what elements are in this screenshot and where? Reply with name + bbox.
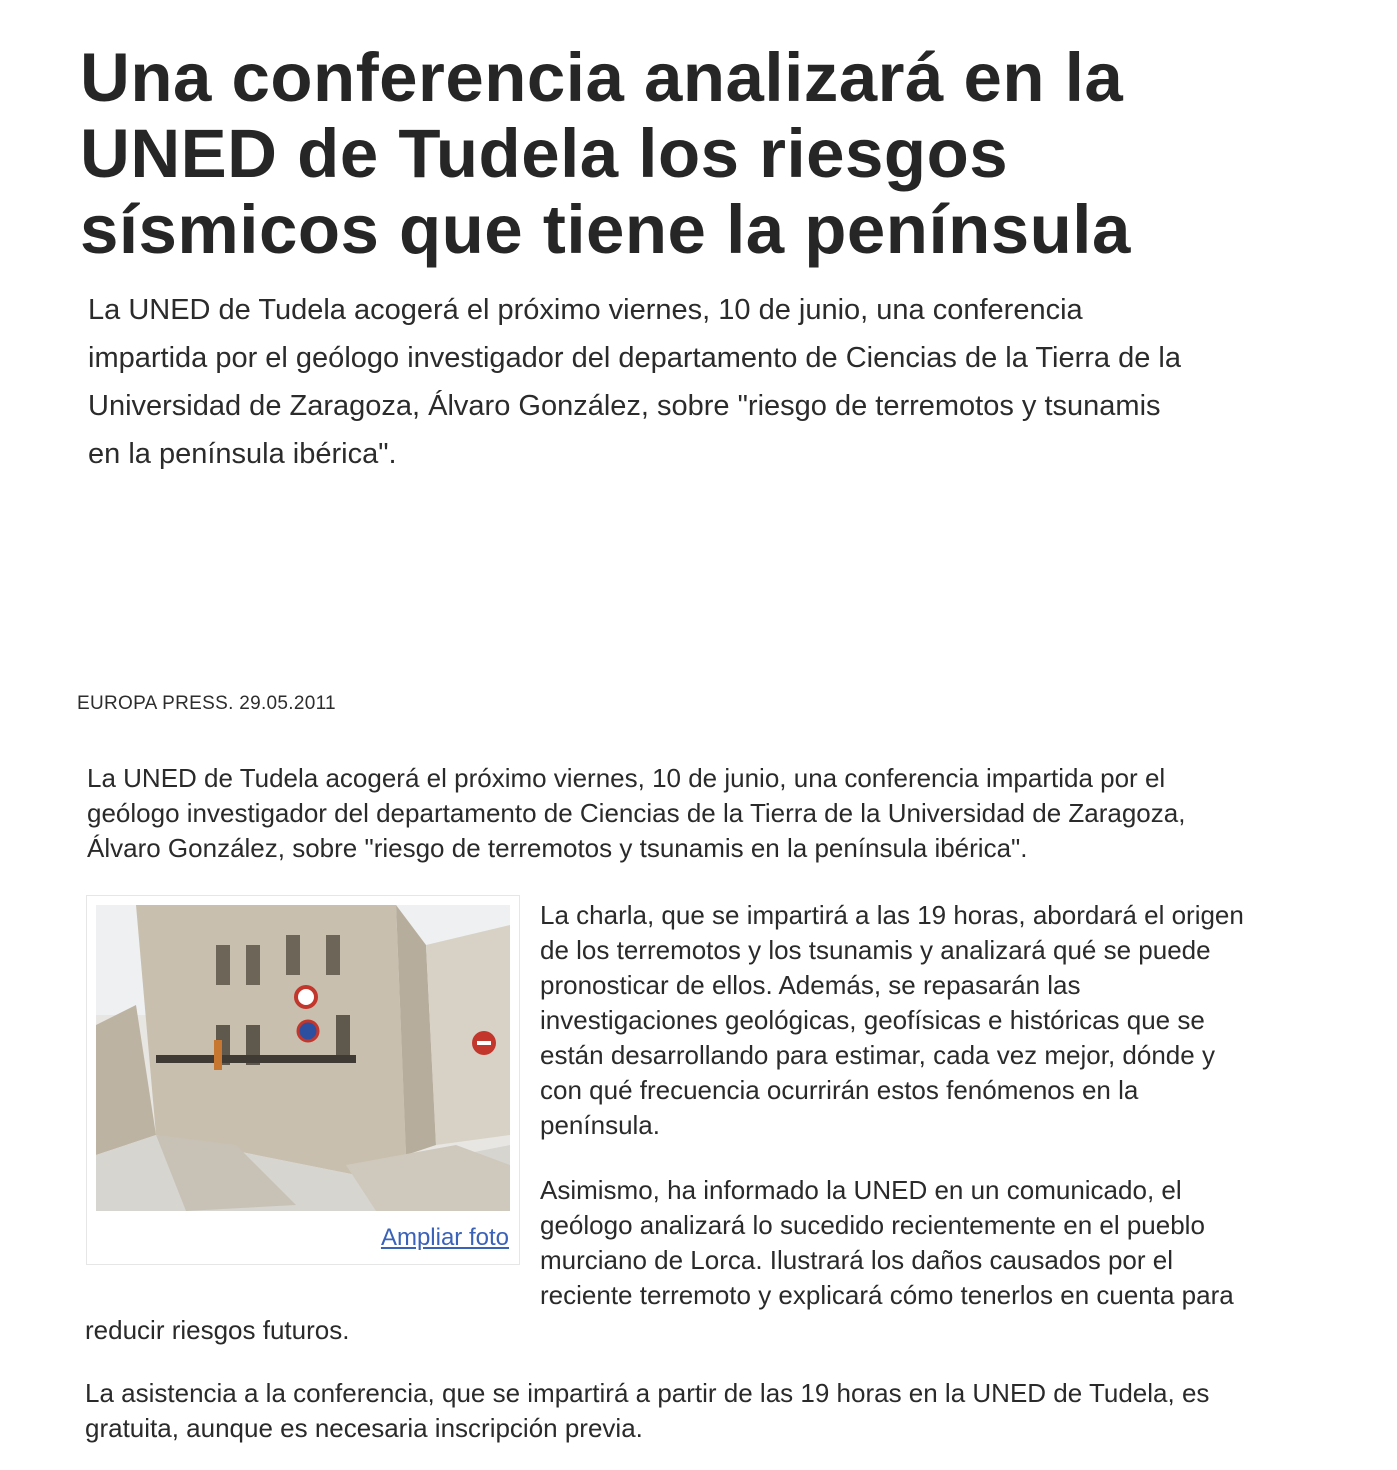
paragraph-2 bbox=[540, 898, 1244, 1143]
lead-line: en la península ibérica". bbox=[88, 438, 397, 470]
headline-line: UNED de Tudela los riesgos bbox=[80, 115, 1009, 192]
paragraph-line: gratuita, aunque es necesaria inscripción previa. bbox=[85, 1413, 643, 1443]
paragraph-line: península. bbox=[540, 1110, 660, 1140]
paragraph-line: La asistencia a la conferencia, que se impartirá a partir de las 19 horas en la UNED de Tudela, es bbox=[85, 1378, 1210, 1408]
enlarge-photo-link[interactable]: Ampliar foto bbox=[380, 1224, 509, 1251]
article-headline bbox=[80, 40, 1360, 268]
paragraph-line: están desarrollando para estimar, cada vez mejor, dónde y bbox=[540, 1040, 1215, 1070]
paragraph-line: murciano de Lorca. Ilustrará los daños causados por el bbox=[540, 1245, 1174, 1275]
article-lead bbox=[88, 286, 1368, 478]
paragraph-3 bbox=[540, 1173, 1234, 1313]
paragraph-line: La charla, que se impartirá a las 19 horas, abordará el origen bbox=[540, 900, 1244, 930]
paragraph-line: investigaciones geológicas, geofísicas e históricas que se bbox=[540, 1005, 1205, 1035]
paragraph-4 bbox=[85, 1376, 1209, 1446]
street-damage-photo[interactable] bbox=[96, 905, 510, 1211]
paragraph-line: reciente terremoto y explicará cómo tenerlos en cuenta para bbox=[540, 1280, 1234, 1310]
paragraph-line: reducir riesgos futuros. bbox=[85, 1315, 350, 1345]
paragraph-line: geólogo analizará lo sucedido recientemente en el pueblo bbox=[540, 1210, 1205, 1240]
lead-line: impartida por el geólogo investigador del departamento de Ciencias de la Tierra de la bbox=[88, 342, 1181, 374]
paragraph-line: Álvaro González, sobre "riesgo de terremotos y tsunamis en la península ibérica". bbox=[87, 833, 1028, 863]
headline-line: sísmicos que tiene la península bbox=[80, 191, 1131, 268]
paragraph-3-continued bbox=[85, 1313, 349, 1348]
paragraph-line: La UNED de Tudela acogerá el próximo viernes, 10 de junio, una conferencia impartida por el bbox=[87, 763, 1166, 793]
paragraph-1 bbox=[87, 761, 1185, 866]
paragraph-line: de los terremotos y los tsunamis y analizará qué se puede bbox=[540, 935, 1211, 965]
lead-line: La UNED de Tudela acogerá el próximo viernes, 10 de junio, una conferencia bbox=[88, 294, 1083, 326]
paragraph-line: con qué frecuencia ocurrirán estos fenómenos en la bbox=[540, 1075, 1139, 1105]
article-source: EUROPA PRESS. 29.05.2011 bbox=[77, 693, 336, 714]
article-photo-box bbox=[86, 895, 520, 1265]
lead-line: Universidad de Zaragoza, Álvaro González, sobre "riesgo de terremotos y tsunamis bbox=[88, 390, 1161, 422]
paragraph-line: Asimismo, ha informado la UNED en un comunicado, el bbox=[540, 1175, 1182, 1205]
headline-line: Una conferencia analizará en la bbox=[80, 39, 1124, 116]
paragraph-line: geólogo investigador del departamento de Ciencias de la Tierra de la Universidad de Zaragoza, bbox=[87, 798, 1186, 828]
paragraph-line: pronosticar de ellos. Además, se repasarán las bbox=[540, 970, 1081, 1000]
